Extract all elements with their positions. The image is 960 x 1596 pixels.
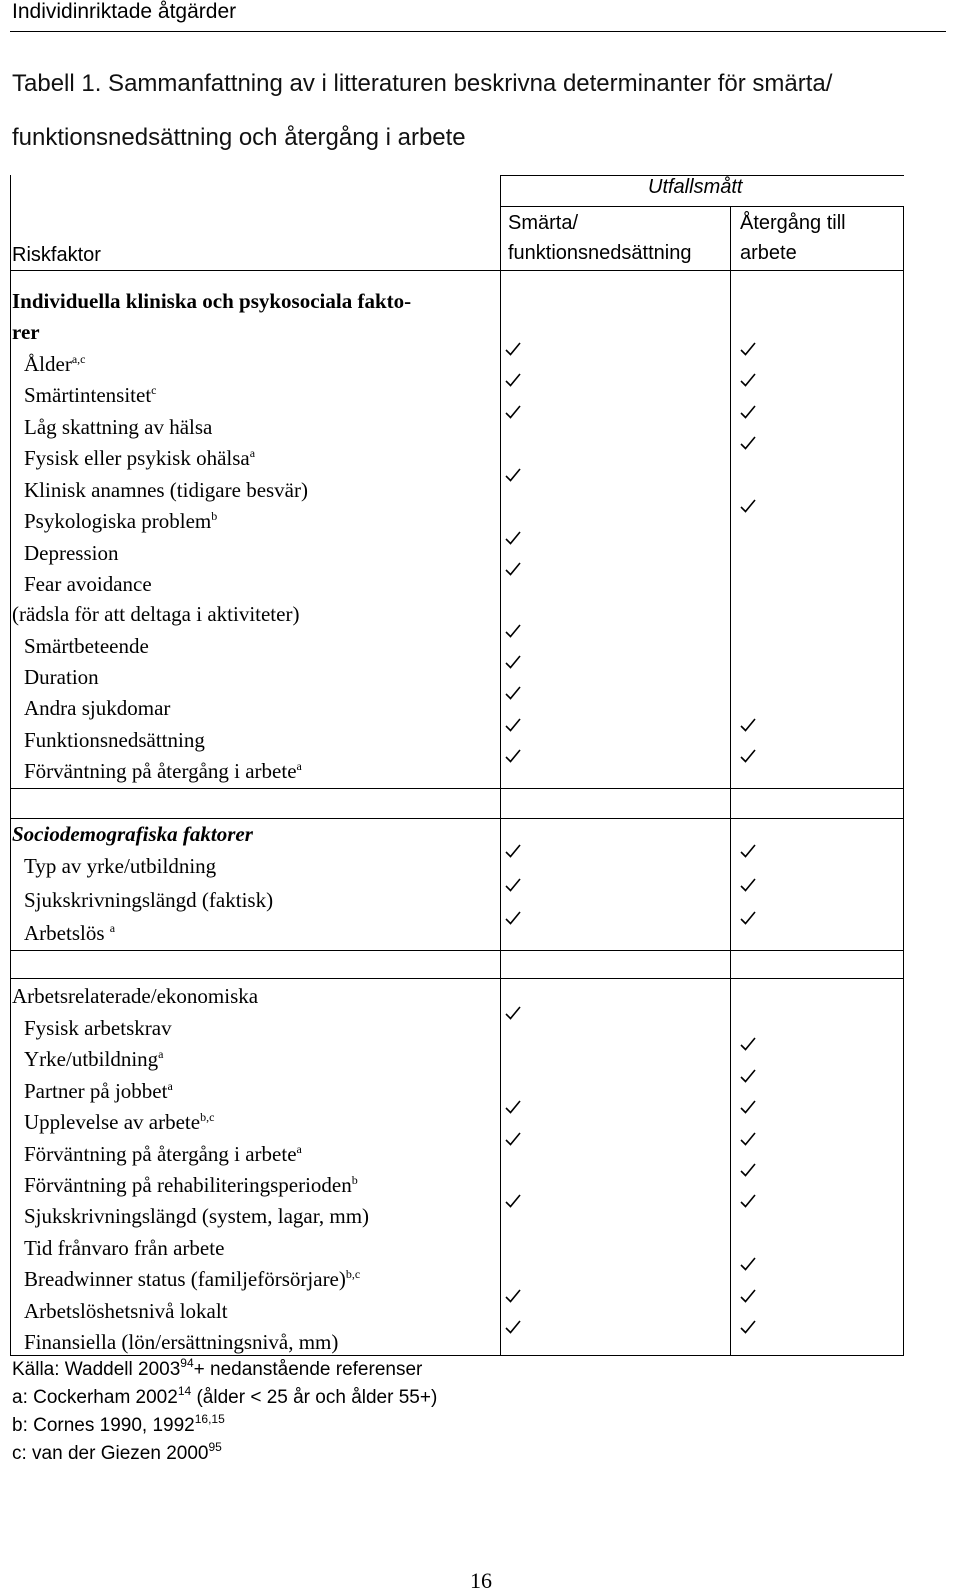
checkmark-icon — [505, 911, 521, 925]
checkmark-icon — [505, 1320, 521, 1334]
risk-factor-label: Andra sjukdomar — [24, 696, 171, 720]
checkmark-icon — [505, 686, 521, 700]
checkmark-icon — [505, 342, 521, 356]
section-separator — [10, 818, 904, 819]
risk-factor-label: Partner på jobbet$^a$ — [24, 1079, 173, 1103]
checkmark-icon — [505, 718, 521, 732]
risk-factor-label: Fear avoidance — [24, 572, 152, 596]
section-separator — [10, 950, 904, 951]
risk-factor-label: Duration — [24, 665, 99, 689]
risk-factor-label: Psykologiska problem$^b$ — [24, 509, 218, 533]
table-bottom-rule — [10, 1355, 904, 1356]
risk-factor-label: Upplevelse av arbete$^{b,c}$ — [24, 1110, 215, 1134]
section-title-clinical-cont: rer — [12, 320, 40, 344]
section-separator — [10, 978, 904, 979]
group-header-outcome: Utfallsmått — [648, 176, 743, 198]
risk-factor-label: Fysisk eller psykisk ohälsa$^a$ — [24, 446, 256, 470]
checkmark-icon — [740, 911, 756, 925]
checkmark-icon — [505, 655, 521, 669]
checkmark-icon — [740, 1100, 756, 1114]
checkmark-icon — [505, 1289, 521, 1303]
checkmark-icon — [505, 373, 521, 387]
checkmark-icon — [740, 342, 756, 356]
risk-factor-label: Ålder$^{a,c}$ — [24, 352, 86, 376]
checkmark-icon — [740, 1289, 756, 1303]
checkmark-icon — [740, 1320, 756, 1334]
risk-factor-label: Funktionsnedsättning — [24, 728, 205, 752]
risk-factor-label: Breadwinner status (familjeförsörjare)$^{b,c}$ — [24, 1267, 361, 1291]
checkmark-icon — [740, 749, 756, 763]
risk-factor-label: Smärtbeteende — [24, 634, 149, 658]
checkmark-icon — [740, 1257, 756, 1271]
checkmark-icon — [740, 1037, 756, 1051]
section-title-work-economic: Arbetsrelaterade/ekonomiska — [12, 984, 259, 1008]
checkmark-icon — [505, 749, 521, 763]
checkmark-icon — [740, 436, 756, 450]
risk-factor-label: Sjukskrivningslängd (system, lagar, mm) — [24, 1204, 370, 1228]
checkmark-icon — [505, 624, 521, 638]
checkmark-icon — [740, 1132, 756, 1146]
risk-factor-label: Förväntning på återgång i arbete$^a$ — [24, 759, 302, 783]
col-header-pain-1: Smärta/ — [508, 212, 579, 234]
risk-factor-label: Förväntning på rehabiliteringsperioden$^b$ — [24, 1173, 358, 1197]
risk-factor-label: Arbetslös $^a$ — [24, 921, 116, 945]
running-header: Individinriktade åtgärder — [12, 0, 237, 23]
checkmark-icon — [505, 468, 521, 482]
checkmark-icon — [505, 1194, 521, 1208]
checkmark-icon — [740, 1069, 756, 1083]
checkmark-icon — [740, 844, 756, 858]
checkmark-icon — [740, 878, 756, 892]
table-left-border — [10, 175, 11, 1355]
risk-factor-label: Tid frånvaro från arbete — [24, 1236, 225, 1260]
checkmark-icon — [505, 1100, 521, 1114]
checkmark-icon — [740, 1163, 756, 1177]
risk-factor-label: Låg skattning av hälsa — [24, 415, 213, 439]
risk-factor-label: Fysisk arbetskrav — [24, 1016, 172, 1040]
checkmark-icon — [505, 844, 521, 858]
col-header-rtw-2: arbete — [740, 242, 797, 264]
table-caption-line1: Tabell 1. Sammanfattning av i litteraturen beskrivna determinanter för smärta/ — [12, 70, 833, 97]
checkmark-icon — [740, 373, 756, 387]
checkmark-icon — [505, 562, 521, 576]
table-right-border — [903, 206, 904, 1355]
col-header-rtw-1: Återgång till — [740, 212, 846, 234]
checkmark-icon — [505, 1006, 521, 1020]
col-header-riskfaktor: Riskfaktor — [12, 244, 101, 266]
outcome-subheader-rule — [500, 206, 904, 207]
risk-factor-label: Klinisk anamnes (tidigare besvär) — [24, 478, 308, 502]
page-number: 16 — [470, 1568, 492, 1593]
header-bottom-rule — [10, 270, 904, 271]
col-header-pain-2: funktionsnedsättning — [508, 242, 692, 264]
outcome-header-rule — [500, 175, 904, 176]
column-divider-rtw — [730, 206, 731, 1355]
section-separator — [10, 788, 904, 789]
risk-factor-label-cont: (rädsla för att deltaga i aktiviteter) — [12, 602, 300, 626]
header-rule — [10, 31, 946, 32]
source-line: Källa: Waddell $2003^{94}+$ nedanstående referenser — [12, 1356, 423, 1380]
risk-factor-label: Typ av yrke/utbildning — [24, 854, 217, 878]
risk-factor-label: Depression — [24, 541, 119, 565]
checkmark-icon — [505, 878, 521, 892]
risk-factor-label: Finansiella (lön/ersättningsnivå, mm) — [24, 1330, 339, 1354]
checkmark-icon — [740, 499, 756, 513]
risk-factor-label: Yrke/utbildning$^a$ — [24, 1047, 164, 1071]
risk-factor-label: Förväntning på återgång i arbete$^a$ — [24, 1142, 302, 1166]
section-title-sociodemographic: Sociodemografiska faktorer — [12, 822, 253, 846]
table-caption-line2: funktionsnedsättning och återgång i arbete — [12, 124, 466, 151]
checkmark-icon — [505, 405, 521, 419]
risk-factor-label: Smärtintensitet$^c$ — [24, 383, 157, 407]
reference-b: b: Cornes 1990, 1992$^{16,15}$ — [12, 1412, 225, 1436]
checkmark-icon — [740, 405, 756, 419]
section-title-clinical: Individuella kliniska och psykosociala fakto- — [12, 289, 412, 313]
reference-a: a: Cockerham 2002$^{14}$ (ålder < 25 år och ålder 55+) — [12, 1384, 438, 1408]
column-divider-pain — [500, 175, 501, 1355]
checkmark-icon — [740, 1194, 756, 1208]
checkmark-icon — [740, 718, 756, 732]
risk-factor-label: Sjukskrivningslängd (faktisk) — [24, 888, 274, 912]
risk-factor-label: Arbetslöshetsnivå lokalt — [24, 1299, 228, 1323]
reference-c: c: van der Giezen 2000$^{95}$ — [12, 1440, 222, 1464]
checkmark-icon — [505, 1132, 521, 1146]
checkmark-icon — [505, 531, 521, 545]
